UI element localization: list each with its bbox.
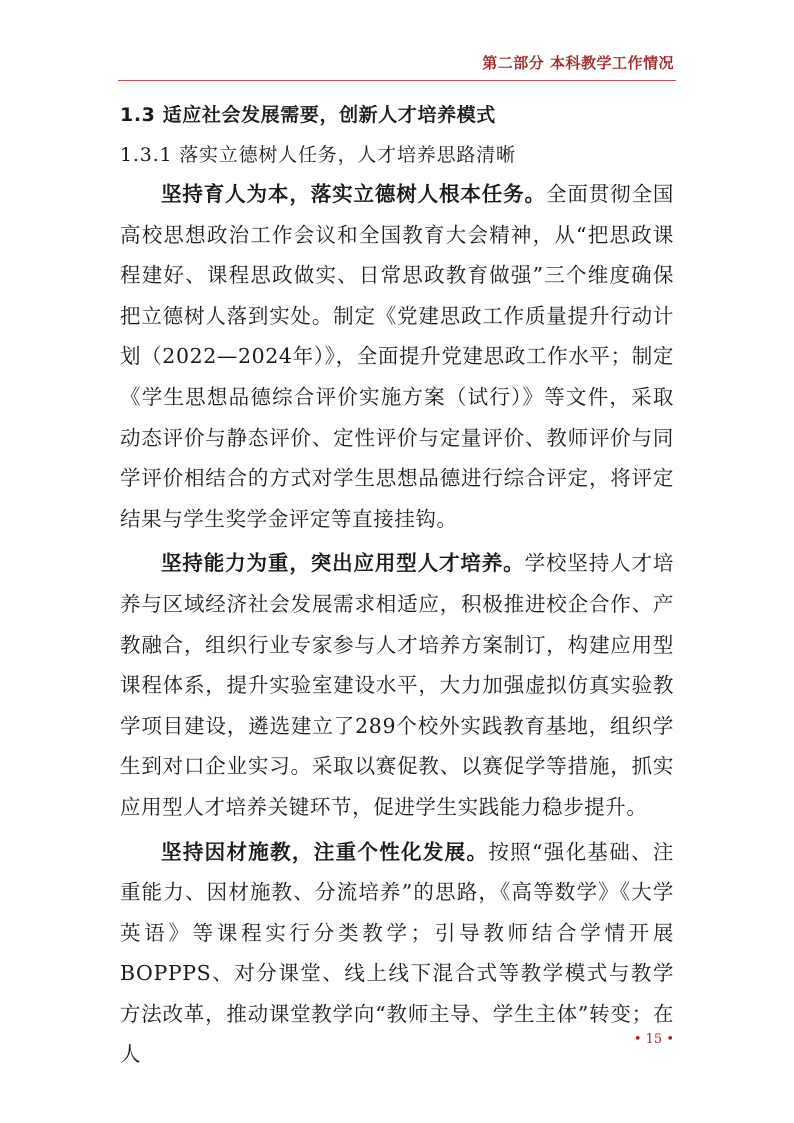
section-heading: 1.3 适应社会发展需要，创新人才培养模式 [120,104,496,126]
paragraph-body: 学校坚持人才培养与区域经济社会发展需求相适应，积极推进校企合作、产教融合，组织行业专家参与人才培养方案制订，构建应用型课程体系，提升实验室建设水平，大力加强虚拟仿真实验教学项目建设，遴选建立了289个校外实践教育基地，组织学生到对口企业实习。采取以赛促教、以赛促学等措施，抓实应用型人才培养关键环节，促进学生实践能力稳步提升。 [120,551,674,819]
paragraph-individualized-teaching [120,832,674,1076]
header-divider [118,80,676,81]
paragraph-lead: 坚持因材施教，注重个性化发展。 [161,839,489,864]
paragraph-lead: 坚持能力为重，突出应用型人才培养。 [161,551,525,576]
page-body [120,100,674,1075]
paragraph-body: 全面贯彻全国高校思想政治工作会议和全国教育大会精神，从“把思政课程建好、课程思政做实、日常思政教育做强”三个维度确保把立德树人落到实处。制定《党建思政工作质量提升行动计划（2022—2024年）》，全面提升党建思政工作水平；制定《学生思想品德综合评价实施方案（试行）》等文件，采取动态评价与静态评价、定性评价与定量评价、教师评价与同学评价相结合的方式对学生思想品德进行综合评定，将评定结果与学生奖学金评定等直接挂钩。 [120,182,674,531]
paragraph-lead: 坚持育人为本，落实立德树人根本任务。 [161,182,546,206]
paragraph-moral-education [120,174,674,539]
paragraph-body: 按照“强化基础、注重能力、因材施教、分流培养”的思路，《高等数学》《大学英语》等课程实行分类教学；引导教师结合学情开展BOPPPS、对分课堂、线上线下混合式等教学模式与教学方法改革，推动课堂教学向“教师主导、学生主体”转变；在人 [120,839,675,1067]
page-number: • 15 • [633,1032,674,1047]
running-header: 第二部分 本科教学工作情况 [482,54,674,72]
subsection-heading: 1.3.1 落实立德树人任务，人才培养思路清晰 [120,144,516,166]
paragraph-applied-talent [120,543,674,827]
